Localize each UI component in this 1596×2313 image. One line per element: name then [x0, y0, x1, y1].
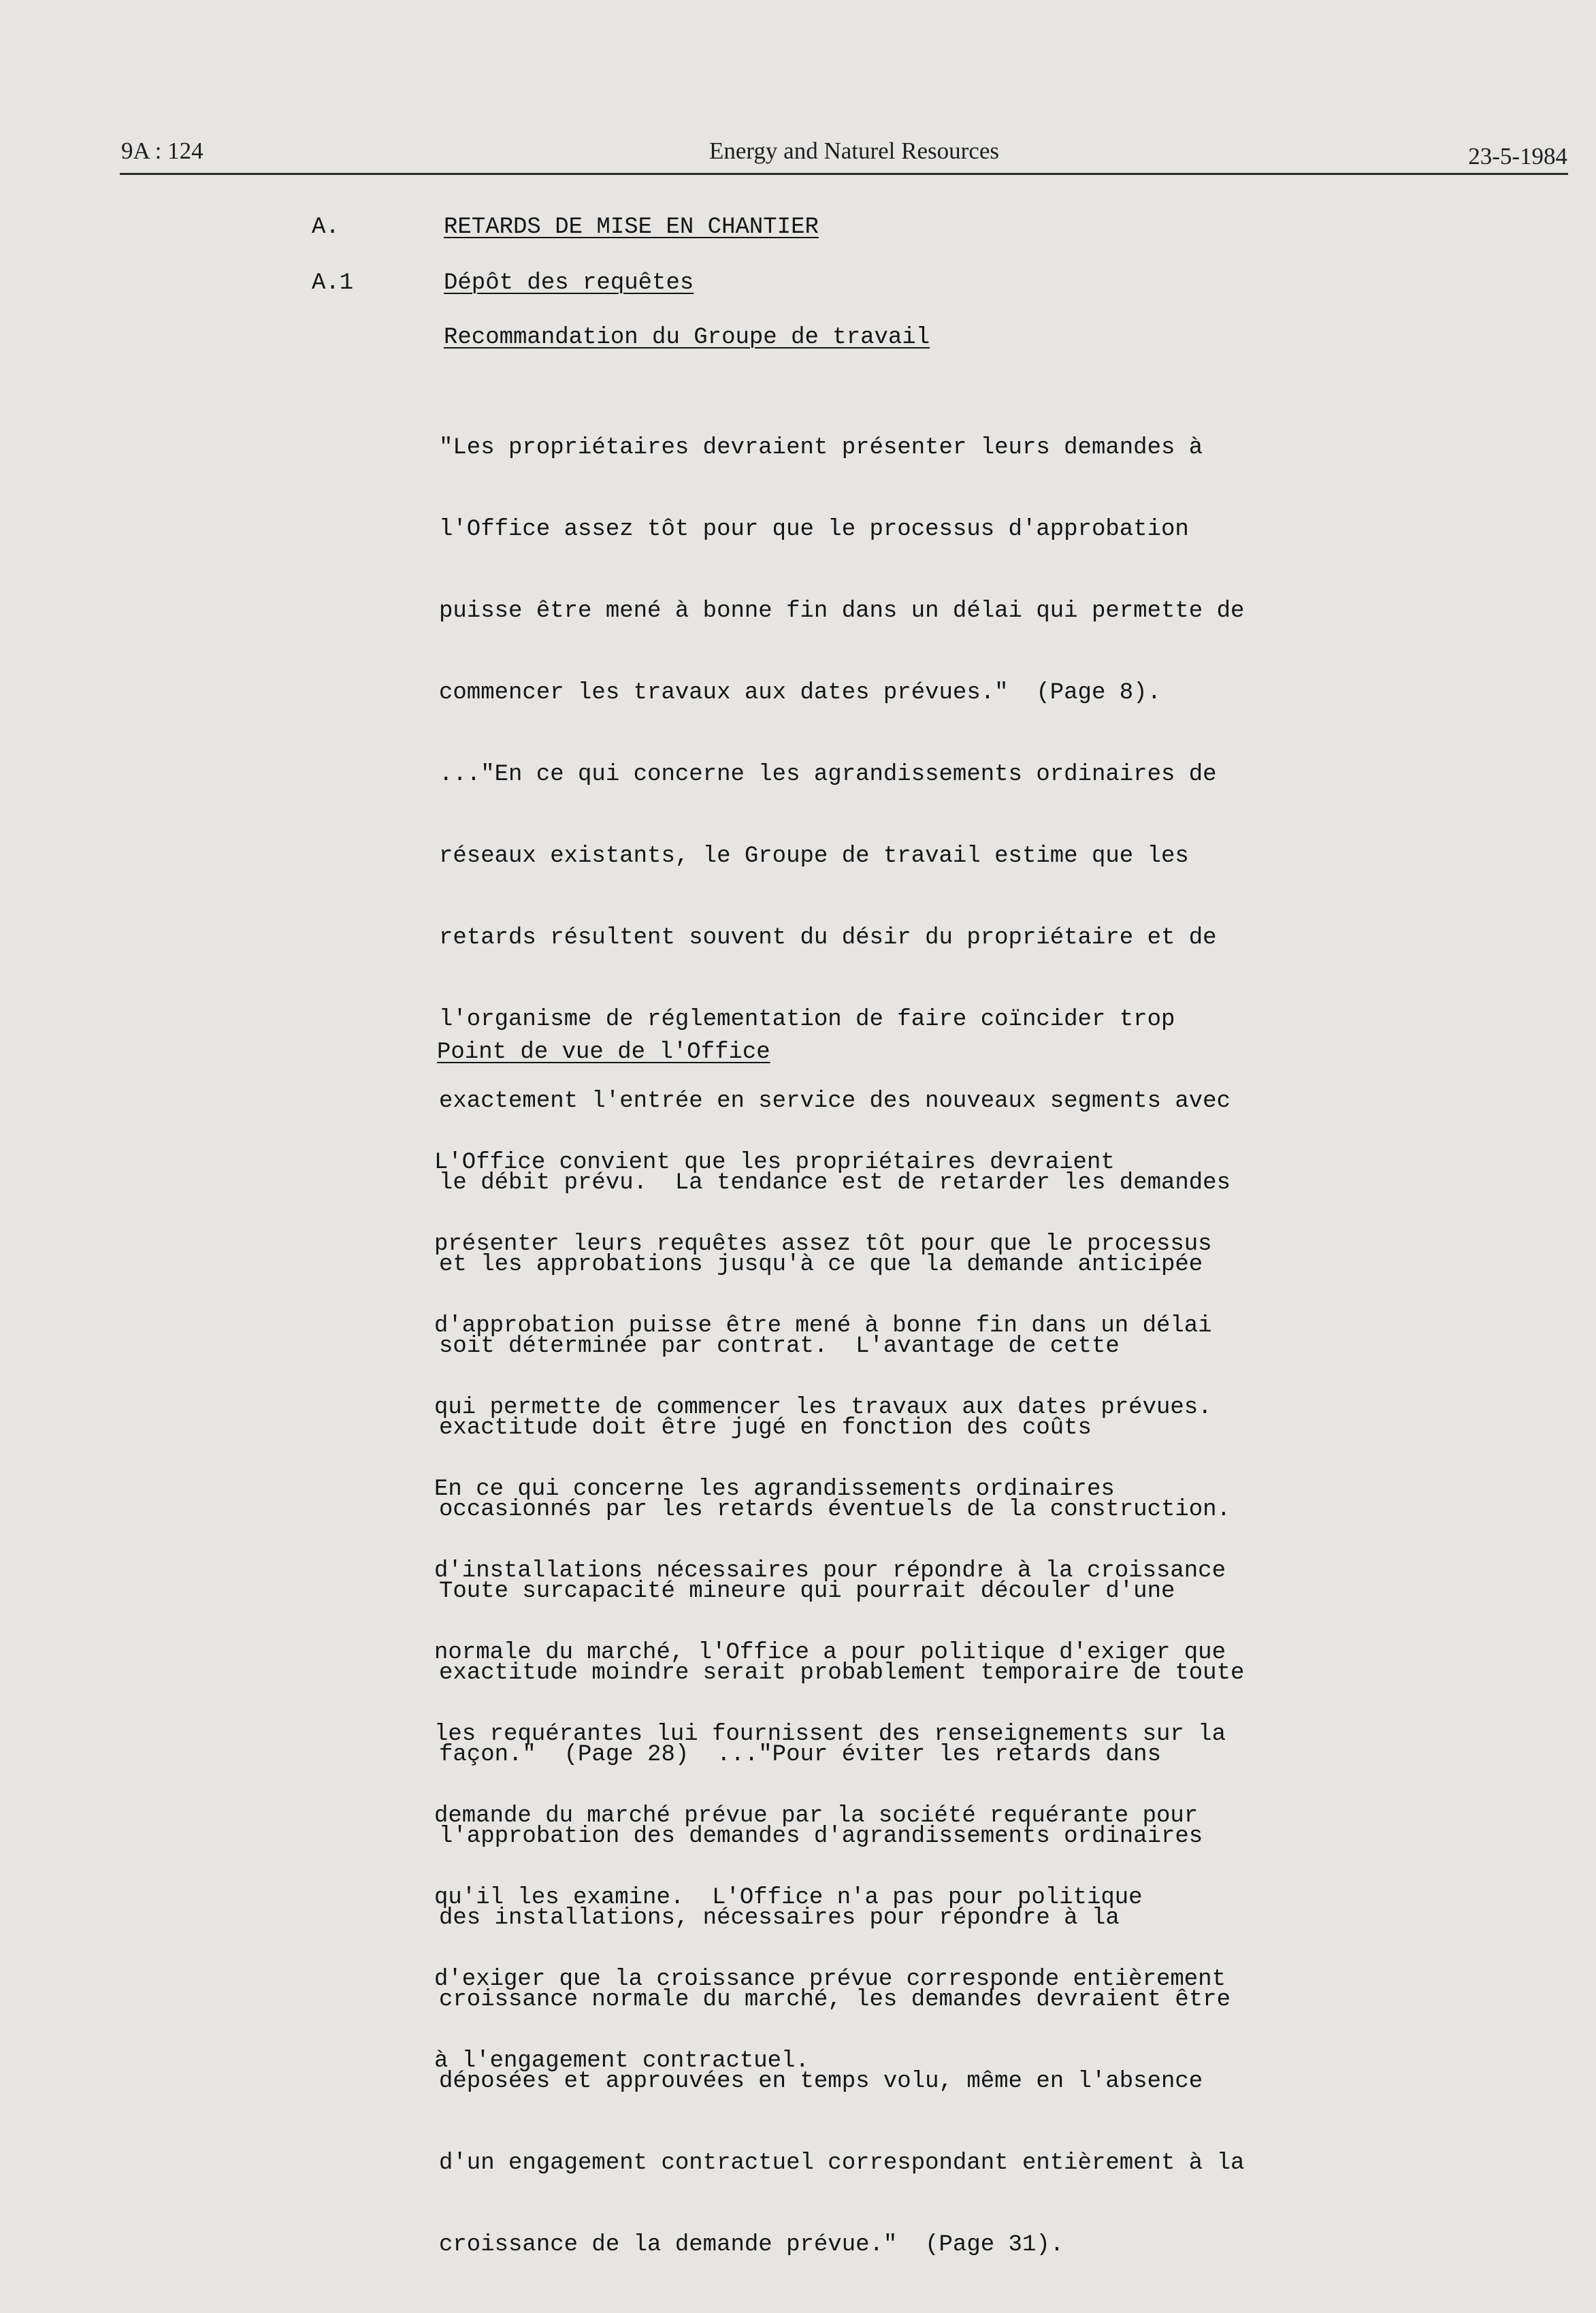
section-title: RETARDS DE MISE EN CHANTIER	[444, 214, 819, 240]
text-line: normale du marché, l'Office a pour politique d'exiger que	[434, 1640, 1226, 1666]
subsection-title: Dépôt des requêtes	[444, 270, 694, 296]
text-line: des installations, nécessaires pour répondre à la	[439, 1905, 1120, 1931]
text-line: occasionnés par les retards éventuels de la construction.	[439, 1497, 1231, 1523]
text-line: croissance normale du marché, les demandes devraient être	[439, 1987, 1231, 2013]
text-line: façon." (Page 28) ..."Pour éviter les retards dans	[439, 1742, 1161, 1768]
subsection-number: A.1	[312, 270, 354, 296]
text-line: exactitude moindre serait probablement temporaire de toute	[439, 1660, 1245, 1686]
text-line: d'exiger que la croissance prévue corresponde entièrement	[434, 1967, 1226, 1992]
text-line: exactitude doit être jugé en fonction des coûts	[439, 1415, 1092, 1441]
text-line: d'approbation puisse être mené à bonne fin dans un délai	[434, 1313, 1212, 1339]
text-line: l'Office assez tôt pour que le processus d'approbation	[439, 517, 1189, 543]
text-line: En ce qui concerne les agrandissements ordinaires	[434, 1476, 1115, 1502]
recommendation-heading: Recommandation du Groupe de travail	[444, 325, 930, 351]
page-number: 9A : 124	[121, 138, 203, 164]
text-line: soit déterminée par contrat. L'avantage de cette	[439, 1333, 1120, 1359]
section-number: A.	[312, 214, 340, 240]
text-line: d'un engagement contractuel correspondant entièrement à la	[439, 2150, 1245, 2176]
text-line: qui permette de commencer les travaux aux dates prévues.	[434, 1395, 1212, 1421]
text-line: l'approbation des demandes d'agrandissements ordinaires	[439, 1824, 1203, 1849]
text-line: qu'il les examine. L'Office n'a pas pour politique	[434, 1885, 1143, 1911]
text-line: ..."En ce qui concerne les agrandissements ordinaires de	[439, 762, 1217, 788]
text-line: puisse être mené à bonne fin dans un délai qui permette de	[439, 598, 1245, 624]
text-line: Toute surcapacité mineure qui pourrait découler d'une	[439, 1579, 1175, 1604]
text-line: commencer les travaux aux dates prévues." (Page 8).	[439, 680, 1161, 706]
text-line: "Les propriétaires devraient présenter leurs demandes à	[439, 435, 1203, 461]
text-line: réseaux existants, le Groupe de travail estime que les	[439, 843, 1189, 869]
publication-title: Energy and Naturel Resources	[709, 138, 999, 164]
text-line: à l'engagement contractuel.	[434, 2048, 809, 2074]
header-rule	[120, 173, 1568, 175]
text-line: déposées et approuvées en temps volu, même en l'absence	[439, 2069, 1203, 2094]
text-line: exactement l'entrée en service des nouveaux segments avec	[439, 1088, 1231, 1114]
text-line: croissance de la demande prévue." (Page 31).	[439, 2232, 1064, 2258]
text-line: les requérantes lui fournissent des renseignements sur la	[434, 1721, 1226, 1747]
text-line: L'Office convient que les propriétaires devraient	[434, 1150, 1115, 1176]
text-line: retards résultent souvent du désir du propriétaire et de	[439, 925, 1217, 951]
office-view-heading: Point de vue de l'Office	[437, 1039, 770, 1065]
office-view-text	[434, 1095, 1428, 2129]
publication-date: 23-5-1984	[1468, 143, 1567, 169]
text-line: l'organisme de réglementation de faire coïncider trop	[439, 1007, 1175, 1033]
text-line: le débit prévu. La tendance est de retarder les demandes	[439, 1170, 1231, 1196]
text-line: et les approbations jusqu'à ce que la demande anticipée	[439, 1252, 1203, 1278]
text-line: demande du marché prévue par la société requérante pour	[434, 1803, 1199, 1829]
text-line: présenter leurs requêtes assez tôt pour que le processus	[434, 1231, 1212, 1257]
text-line: d'installations nécessaires pour répondre à la croissance	[434, 1558, 1226, 1584]
